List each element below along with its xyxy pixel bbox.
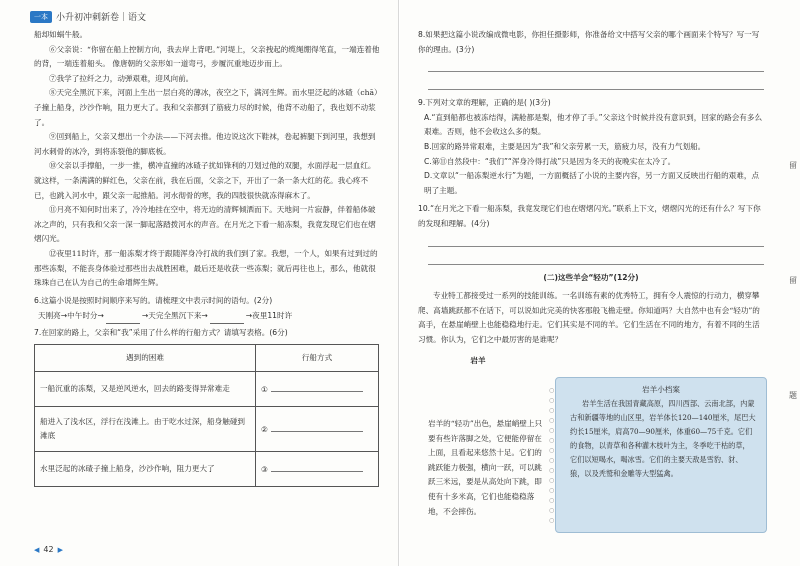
margin-label: 留 bbox=[789, 276, 797, 285]
story-paragraph: ⑦我学了拉纤之力，动弹艰难，迎风向前。 bbox=[49, 73, 194, 83]
section-intro: 专业特工都接受过一系列的技能训练。一名训练有素的优秀特工，拥有令人震惊的行动力，横穿攀爬、高墙跳跃都不在话下，可以说如此完美的快客那般飞檐走壁。你知道吗？大自然中也有会“轻功”的高手，在悬崖峭壁上也能稳稳地行走。它们其实是不同的羊。它们生活在不同的地方，有着不同的生活习惯。你认为，它们之中最厉害的是谁呢？ bbox=[418, 291, 760, 344]
page-number: 42 bbox=[43, 545, 54, 554]
question-10: 10.“在月光之下看一船冻梨，我竟发现它们也在熠熠闪光。”联系上下文，熠熠闪光的还有什么？写下你的发现和理解。(4分) bbox=[418, 204, 761, 228]
answer-mark: ② bbox=[261, 424, 268, 434]
question-8: 8.如果把这篇小说改编成微电影，你担任摄影师，你准备给文中搭写父亲的哪个画面来个特写？写一写你的理由。(3分) bbox=[418, 30, 760, 54]
difficulty-cell: 一船沉重的冻梨，又是逆风逆水，回去的路变得异常难走 bbox=[35, 372, 256, 407]
answer-blank[interactable] bbox=[271, 382, 363, 392]
header-title: 小升初冲刺新卷｜语文 bbox=[56, 13, 147, 23]
subsection-heading: 岩羊 bbox=[470, 355, 486, 365]
seq-blank-2[interactable] bbox=[210, 312, 244, 324]
question-7: 7.在回家的路上，父亲和“我”采用了什么样的行船方式？请填写表格。(6分) bbox=[34, 327, 288, 337]
option-d[interactable]: D.文章以“一船冻梨逆水行”为题，一方面概括了小说的主要内容，另一方面又反映出行船的艰难，点明了主题。 bbox=[424, 171, 760, 195]
story-paragraph: 船却如蜗牛般。 bbox=[34, 30, 88, 39]
answer-mark: ③ bbox=[261, 464, 268, 474]
question-9: 9.下列对文章的理解，正确的是( )(3分) bbox=[418, 98, 551, 108]
seq-end: →夜里11时许 bbox=[245, 311, 293, 321]
answer-line[interactable] bbox=[428, 57, 764, 72]
seq-start: 天刚亮→中午时分→ bbox=[38, 311, 104, 321]
prev-arrow-icon[interactable]: ◀ bbox=[34, 545, 40, 554]
col-header-difficulty: 遇到的困难 bbox=[35, 345, 256, 372]
table-row bbox=[35, 372, 379, 407]
answer-blank[interactable] bbox=[271, 422, 363, 432]
difficulty-cell: 船进入了浅水区，浮行在浅滩上。由于吃水过深，船身触碰到滩底 bbox=[35, 407, 256, 452]
question-6: 6.这篇小说是按照时间顺序来写的。请梳理文中表示时间的语句。(2分) bbox=[34, 295, 273, 305]
margin-label: 题 bbox=[789, 391, 797, 400]
answer-line[interactable] bbox=[428, 232, 764, 247]
story-paragraph: ⑫夜里11时许，那一船冻梨才终于跟随浑身冷打战的我们到了家。我想，一个人，如果有过到过的那些冻梨，不能丧身体验过那些出去战胜困难，最后还是收获一些冻梨；就后再往也上，那么，他就很珠珠自己在认为自己的生命增辉生辉。 bbox=[34, 248, 378, 288]
story-paragraph: ⑥父亲说：“你留在船上控制方向，我去岸上背吧。”河堤上，父亲拽起的缆绳绷得笔直，一端连着他的背，一端连着船头。 像唐朝的父亲形如一道弯弓，步履沉重地迈步而上。 bbox=[34, 44, 380, 69]
option-a[interactable]: A.“直到船都也被冻结得，满舱都是梨，他才停了手。”父亲这个时候并没有意识到，回家的路会有多么艰难。否则，他不会收这么多的梨。 bbox=[424, 112, 763, 137]
col-header-method: 行船方式 bbox=[256, 345, 379, 372]
difficulty-cell: 水里泛起的冰碴子撞上船身，沙沙作响，阻力更大了 bbox=[35, 452, 256, 487]
page-header bbox=[30, 10, 146, 23]
time-sequence bbox=[38, 309, 380, 324]
table-row bbox=[35, 452, 379, 487]
margin-label: 留 bbox=[789, 161, 797, 170]
answer-cell bbox=[256, 407, 379, 452]
yanyang-body: 岩羊的“轻功”出色，悬崖峭壁上只要有些许落脚之处，它便能停留在上面，且看起来悠然十足。它们的跳跃能力极强，横向一跃，可以跳跃三米远，要是从高处向下跳，即使有十多米高，它们也能稳稳落地，不会摔伤。 bbox=[428, 419, 543, 516]
table-header-row bbox=[35, 345, 379, 372]
right-column bbox=[418, 28, 764, 372]
profile-card bbox=[555, 377, 767, 533]
answer-blank[interactable] bbox=[271, 462, 363, 472]
left-column bbox=[34, 28, 380, 487]
answer-cell bbox=[256, 372, 379, 407]
next-arrow-icon[interactable]: ▶ bbox=[57, 545, 63, 554]
boat-method-table bbox=[34, 344, 379, 487]
section-title: (二)这些羊会“轻功”(12分) bbox=[543, 272, 639, 282]
header-tag: 一本 bbox=[30, 11, 52, 23]
seq-mid: →天完全黑沉下来→ bbox=[141, 311, 208, 321]
option-b[interactable]: B.回家的路异常艰难，主要是因为“我”和父亲劳累一天，筋疲力尽，没有力气划船。 bbox=[424, 141, 706, 151]
answer-line[interactable] bbox=[428, 75, 764, 90]
answer-cell bbox=[256, 452, 379, 487]
card-body: 岩羊生活在我国青藏高原，四川西部、云南北部，内蒙古和新疆等地的山区里，岩羊体长120—140厘米，尾巴大约长15厘米，肩高70—90厘米，体重60—75千克。它们的食物，以青草和各种灌木枝叶为主，冬季吃干枯的草，它们以短喝水，喝冰雪。它们的主要天敌是雪豹、豺、狼，以及秃鹫和金雕等大型猛禽。 bbox=[570, 399, 756, 478]
page-number-area bbox=[30, 545, 67, 554]
answer-mark: ① bbox=[261, 384, 268, 394]
card-title: 岩羊小档案 bbox=[642, 385, 680, 394]
table-row bbox=[35, 407, 379, 452]
answer-line[interactable] bbox=[428, 250, 764, 265]
option-c[interactable]: C.第⑪自然段中：“我们”“浑身冷得打战”只是因为冬天的夜晚实在太冷了。 bbox=[424, 156, 676, 166]
story-paragraph: ⑩父亲以手撑船，一步一推，横冲直撞的冰碴子扰如锋利的刀划过他的双腿，水面浮起一层血红。就这样，一条满满的鲜红色，父亲在前，我在后面，父亲之下，开出了一条一条大红的花。我心疼不已，也跳入河水中，跟父亲一起推船。河水彻骨的寒，我的四肢很快就冻得麻木了。 bbox=[34, 161, 376, 200]
card-binding: ○ ○ ○ ○ ○ ○ ○ ○ ○ ○ ○ ○ ○ ○ bbox=[549, 387, 555, 524]
seq-blank-1[interactable] bbox=[106, 312, 140, 324]
story-paragraph: ⑨回到船上，父亲又想出一个办法——下河去推。他边说这次下鞋袜，卷起裤腿下到河里，我想到河水刺骨的冰冷，到将冻裂他的脚底板。 bbox=[34, 132, 376, 156]
story-paragraph: ⑪月亮不知何时出来了，冷冷地挂在空中，将无边的清辉倾洒而下。天地间一片寂静，伴着船体破冰之声的，只有我和父亲一深一脚起落踏拨河水的声音。在月光之下看一船冻梨，我竟发现它们也在熠熠闪光。 bbox=[34, 205, 376, 244]
story-paragraph: ⑧天完全黑沉下来，河面上生出一层白亮的薄冰，夜空之下，满河生辉。而水里泛起的冰碴（chā）子撞上船身，沙沙作响，阻力更大了。我和父亲都到了筋疲力尽的时候，他背不动船了，我也划不动浆了。 bbox=[34, 88, 378, 127]
left-page bbox=[0, 0, 399, 566]
